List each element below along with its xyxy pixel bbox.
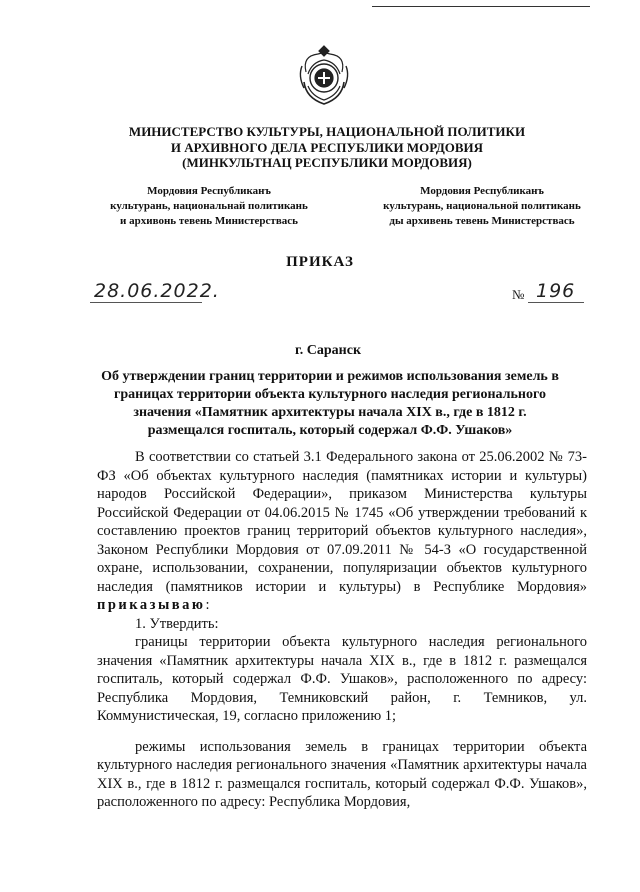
preamble-text: В соответствии со статьей 3.1 Федерального закона от 25.06.2002 № 73-ФЗ «Об объектах культурного наследия (памятниках истории и культуры) народов Российской Федерации», приказом Министерства культуры Российской Федерации от 04.06.2015 № 1745 «Об утверждении требований к составлению проектов границ территорий объектов культурного наследия», Законом Республики Мордовия от 07.09.2011 № 54-З «О государственной охране, использовании, сохранении, популяризации объектов культурного наследия (памятников истории и культуры) в Республике Мордовия» bbox=[97, 449, 587, 595]
item-paragraph: режимы использования земель в границах территории объекта культурного наследия регионального значения «Памятник архитектуры начала XIX в., где в 1812 г. размещался госпиталь, который содержал Ф.Ф. Ушаков», расположенного по адресу: Республика Мордовия, bbox=[97, 738, 587, 810]
order-body bbox=[97, 448, 587, 812]
preamble-paragraph bbox=[97, 448, 587, 615]
order-title: ПРИКАЗ bbox=[286, 254, 354, 270]
item-heading: 1. Утвердить: bbox=[135, 615, 219, 632]
order-number-label: № bbox=[512, 287, 525, 302]
ministry-name-moksha bbox=[74, 184, 344, 229]
date-underline bbox=[90, 302, 202, 303]
item-paragraph: границы территории объекта культурного наследия регионального значения «Памятник архитектуры начала XIX в., где в 1812 г. размещался госпиталь, который содержал Ф.Ф. Ушаков», расположенного по адресу: Республика Мордовия, Темниковский район, г. Темников, ул. Коммунистическая, 19, согласно приложению 1; bbox=[97, 634, 587, 724]
order-city: г. Саранск bbox=[294, 343, 362, 358]
moksha-line: культурань, национальнай политикань bbox=[110, 200, 308, 212]
ministry-name-russian bbox=[0, 124, 640, 171]
order-number: 196 bbox=[536, 280, 576, 302]
top-rule bbox=[372, 6, 590, 7]
preamble-end: : bbox=[205, 597, 210, 613]
subject-line: границах территории объекта культурного наследия регионального bbox=[114, 387, 546, 402]
ministry-name-erzya bbox=[342, 184, 622, 229]
erzya-line: ды архивень тевень Министерствась bbox=[389, 215, 575, 227]
erzya-line: Мордовия Республиканъ bbox=[420, 185, 544, 197]
moksha-line: Мордовия Республиканъ bbox=[147, 185, 271, 197]
subject-line: Об утверждении границ территории и режимов использования земель в bbox=[101, 369, 559, 384]
command-word: приказываю bbox=[97, 597, 206, 613]
number-underline bbox=[528, 302, 584, 303]
erzya-line: культурань, национальной политикань bbox=[383, 200, 581, 212]
order-subject bbox=[100, 368, 560, 440]
order-date: 28.06.2022. bbox=[94, 280, 220, 302]
subject-line: значения «Памятник архитектуры начала XIX в., где в 1812 г. bbox=[133, 405, 527, 420]
ministry-line: И АРХИВНОГО ДЕЛА РЕСПУБЛИКИ МОРДОВИЯ bbox=[170, 139, 484, 155]
subject-line: размещался госпиталь, который содержал Ф.Ф. Ушаков» bbox=[147, 423, 513, 438]
coat-of-arms-emblem bbox=[296, 42, 352, 108]
ministry-line: (МИНКУЛЬТНАЦ РЕСПУБЛИКИ МОРДОВИЯ) bbox=[182, 155, 472, 170]
moksha-line: и архивонь тевень Министерствась bbox=[120, 215, 298, 227]
ministry-line: МИНИСТЕРСТВО КУЛЬТУРЫ, НАЦИОНАЛЬНОЙ ПОЛИТИКИ bbox=[128, 124, 526, 139]
